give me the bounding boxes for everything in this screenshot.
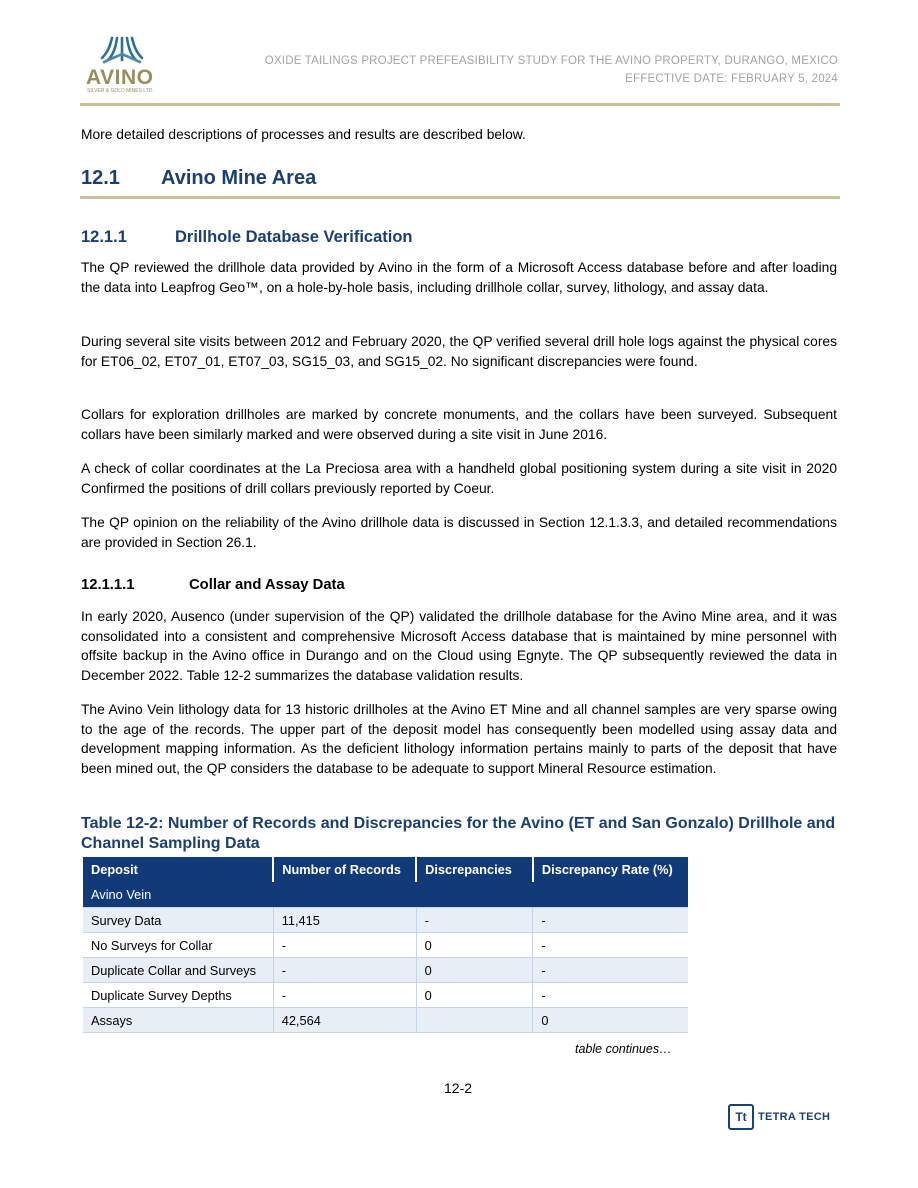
- tetra-tech-logo: [728, 1104, 830, 1130]
- table-cell: 11,415: [273, 908, 416, 933]
- section-title: Avino Mine Area: [161, 167, 317, 189]
- table-cell: Duplicate Survey Depths: [83, 983, 273, 1008]
- table-cell: -: [273, 983, 416, 1008]
- document-title: OXIDE TAILINGS PROJECT PREFEASIBILITY STUDY FOR THE AVINO PROPERTY, DURANGO, MEXICO: [264, 55, 838, 67]
- subsubsection-title: Collar and Assay Data: [189, 577, 345, 593]
- table-cell: -: [533, 983, 688, 1008]
- subsection-title: Drillhole Database Verification: [175, 228, 413, 246]
- paragraph: During several site visits between 2012 and February 2020, the QP verified several drill hole logs against the physical cores for ET06_02, ET07_01, ET07_03, SG15_03, and SG15_02. No significant discrepancies were found.: [81, 334, 837, 369]
- table-cell: 0: [533, 1008, 688, 1033]
- column-header: Number of Records: [273, 857, 416, 882]
- table-cell: -: [273, 933, 416, 958]
- paragraph: The QP reviewed the drillhole data provided by Avino in the form of a Microsoft Access database before and after loading the data into Leapfrog Geo™, on a hole-by-hole basis, including drillhole collar, survey, lithology, and assay data.: [81, 260, 837, 295]
- table-cell: -: [533, 958, 688, 983]
- header-divider: [80, 103, 840, 106]
- logo-wordmark: AVINO: [86, 66, 154, 89]
- subsection-heading: [81, 228, 413, 247]
- column-header: Discrepancies: [416, 857, 533, 882]
- table-cell: No Surveys for Collar: [83, 933, 273, 958]
- section-label: Avino Vein: [83, 882, 688, 908]
- table-row: [83, 983, 688, 1008]
- table-cell: 0: [416, 958, 533, 983]
- table-row: [83, 958, 688, 983]
- column-header: Deposit: [83, 857, 273, 882]
- section-number: 12.1: [81, 167, 120, 189]
- table-cell: [416, 1008, 533, 1033]
- tetra-tech-wordmark: TETRA TECH: [758, 1111, 831, 1123]
- table-row: [83, 1008, 688, 1033]
- table-cell: -: [533, 908, 688, 933]
- paragraph: In early 2020, Ausenco (under supervision of the QP) validated the drillhole database for the Avino Mine area, and it was consolidated into a consistent and comprehensive Microsoft Access database that is maintained by mine personnel with offsite backup in the Avino office in Durango and on the Cloud using Egnyte. The QP subsequently reviewed the data in December 2022. Table 12-2 summarizes the database validation results.: [81, 609, 837, 683]
- table-header-row: [83, 857, 688, 882]
- table-cell: 0: [416, 933, 533, 958]
- table-section-row: [83, 882, 688, 908]
- table-cell: -: [533, 933, 688, 958]
- table-continues-note: table continues…: [575, 1042, 672, 1056]
- subsubsection-number: 12.1.1.1: [81, 577, 135, 593]
- table-cell: Survey Data: [83, 908, 273, 933]
- page-number: 12-2: [444, 1080, 473, 1096]
- table-cell: -: [273, 958, 416, 983]
- column-header: Discrepancy Rate (%): [533, 857, 688, 882]
- section-heading: [81, 167, 316, 190]
- table-row: [83, 908, 688, 933]
- document-header: [265, 52, 838, 88]
- table-caption: Table 12-2: Number of Records and Discrepancies for the Avino (ET and San Gonzalo) Drillhole and Channel Sampling Data: [81, 815, 836, 852]
- table-row: [83, 933, 688, 958]
- logo-subtitle: SILVER & GOLD MINES LTD.: [87, 88, 154, 94]
- paragraph: A check of collar coordinates at the La Preciosa area with a handheld global positioning system during a site visit in 2020 Confirmed the positions of drill collars previously reported by Coeur.: [81, 461, 837, 496]
- paragraph: Collars for exploration drillholes are marked by concrete monuments, and the collars have been surveyed. Subsequent collars have been similarly marked and were observed during a site visit in June 2016.: [81, 407, 837, 442]
- table-cell: 42,564: [273, 1008, 416, 1033]
- table-cell: Duplicate Collar and Surveys: [83, 958, 273, 983]
- subsection-number: 12.1.1: [81, 228, 127, 246]
- paragraph: The QP opinion on the reliability of the Avino drillhole data is discussed in Section 12.1.3.3, and detailed recommendations are provided in Section 26.1.: [81, 515, 837, 550]
- tetra-tech-mark-icon: Tt: [728, 1104, 754, 1130]
- section-divider: [80, 196, 840, 199]
- table-cell: Assays: [83, 1008, 273, 1033]
- records-table: [83, 857, 688, 1033]
- subsubsection-heading: [81, 577, 345, 593]
- effective-date: EFFECTIVE DATE: FEBRUARY 5, 2024: [625, 73, 838, 85]
- table-cell: -: [416, 908, 533, 933]
- intro-paragraph: More detailed descriptions of processes and results are described below.: [81, 127, 526, 142]
- paragraph: The Avino Vein lithology data for 13 historic drillholes at the Avino ET Mine and all channel samples are very sparse owing to the age of the records. The upper part of the deposit model has consequently been modelled using assay data and development mapping information. As the deficient lithology information pertains mainly to parts of the deposit that have been mined out, the QP considers the database to be adequate to support Mineral Resource estimation.: [81, 702, 837, 776]
- table-cell: 0: [416, 983, 533, 1008]
